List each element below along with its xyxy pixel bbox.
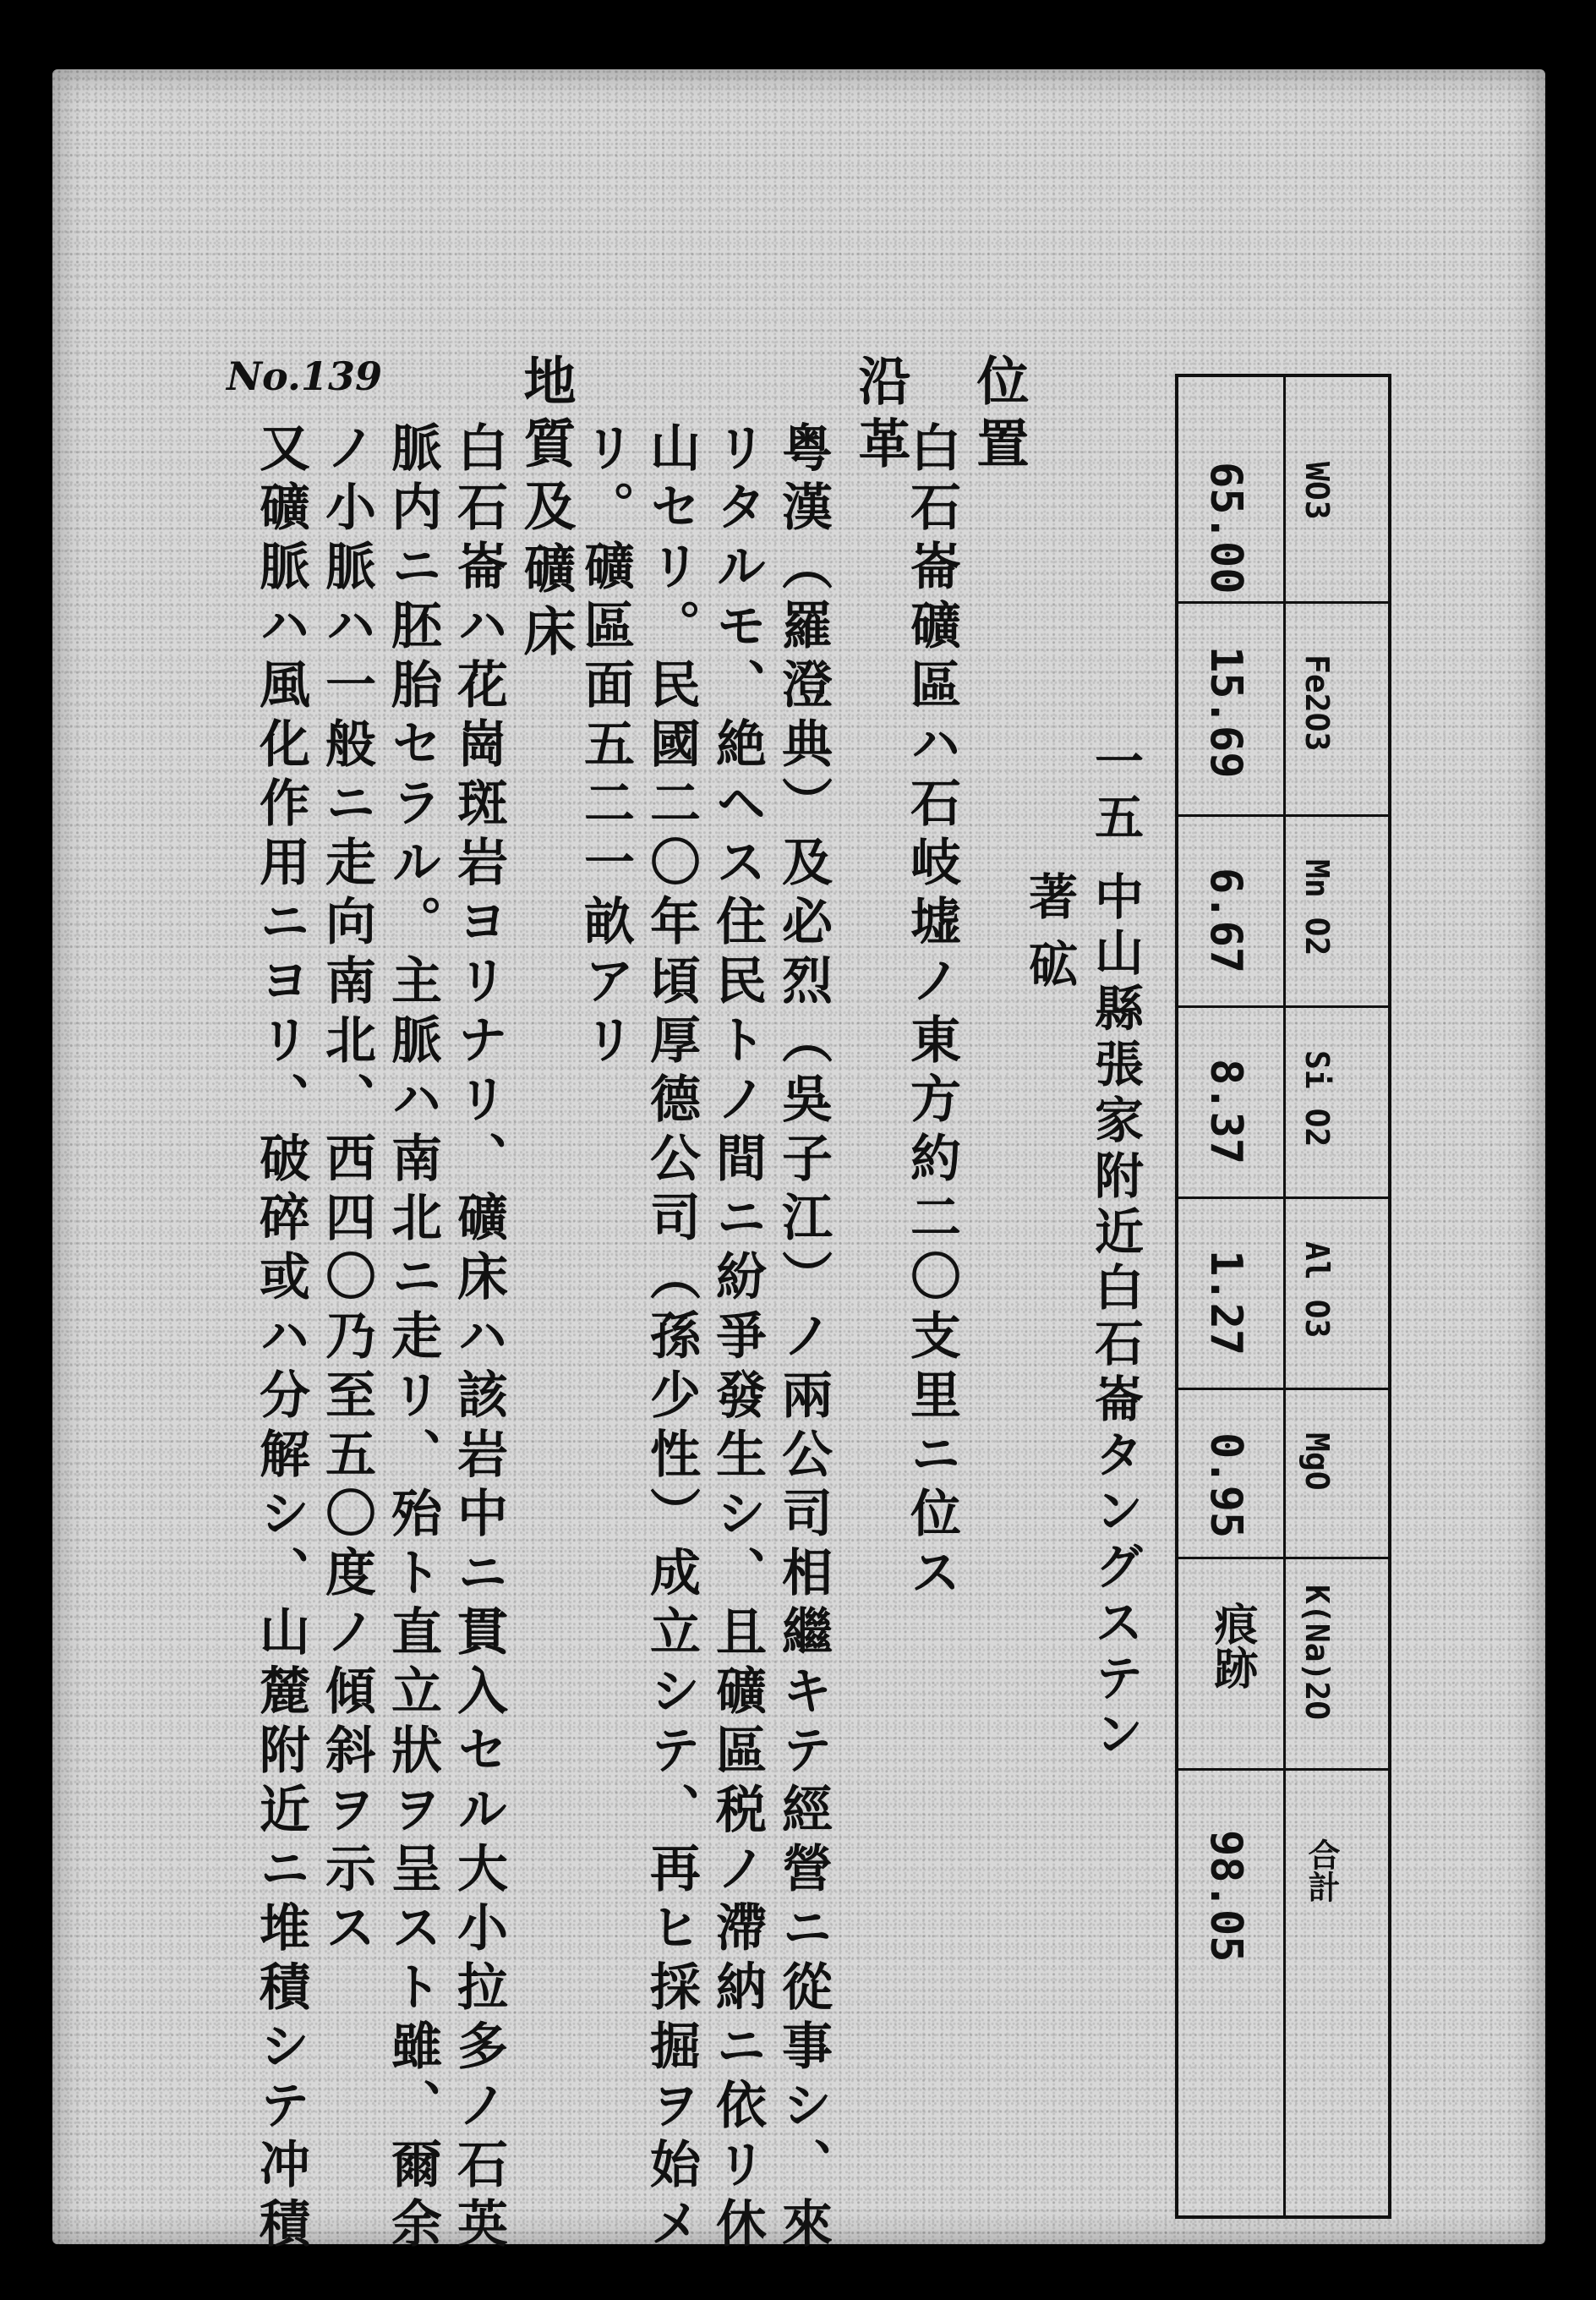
table-cell-value: 15.69 [1200, 646, 1251, 779]
table-cell-value: 0.95 [1200, 1432, 1251, 1539]
table-cell [1178, 1559, 1388, 1771]
table-cell-value: 6.67 [1200, 868, 1251, 974]
table-cell [1178, 604, 1388, 817]
table-cell-value: 65.00 [1200, 462, 1251, 594]
table-cell [1178, 817, 1388, 1008]
history-line: 粤漢（羅澄典）及必烈（吳子江）ノ兩公司相繼キテ經營ニ從事シ、來 [773, 421, 833, 2256]
table-cell [1178, 1771, 1388, 2219]
table-cell-label: WO3 [1298, 462, 1336, 520]
geology-line: ノ小脈ハ一般ニ走向南北、西四〇乃至五〇度ノ傾斜ヲ示ス [317, 421, 376, 1960]
title-prefix: 著 [1020, 871, 1078, 927]
position-text: 白石崙礦區ハ石岐墟ノ東方約二〇支里ニ位ス [902, 421, 961, 1605]
composition-table [1175, 374, 1391, 2219]
table-cell-value: 痕跡 [1206, 1602, 1257, 1689]
table-cell-label: 合計 [1303, 1838, 1340, 1903]
title-number: 一五 [1086, 736, 1144, 847]
table-cell-value: 1.27 [1200, 1250, 1251, 1356]
geology-line: 白石崙ハ花崗斑岩ヨリナリ、礦床ハ該岩中ニ貫入セル大小拉多ノ石英 [449, 421, 508, 2256]
table-cell-label: Si O2 [1298, 1050, 1336, 1147]
history-line: リ。礦區面五二一畝アリ [576, 421, 635, 1072]
table-cell-label: Al O3 [1298, 1241, 1336, 1339]
history-line: 山セリ。民國二〇年頃厚德公司（孫少性）成立シテ、再ヒ採掘ヲ始メ [642, 421, 701, 2256]
section-heading-position: 位置 [968, 353, 1030, 479]
table-cell-label: Fe2O3 [1298, 654, 1336, 752]
history-line: リタルモ、絶ヘス住民トノ間ニ紛爭發生シ、且礦區税ノ滯納ニ依リ休 [708, 421, 767, 2256]
table-cell [1178, 1199, 1388, 1390]
geology-line: 脈内ニ胚胎セラル。主脈ハ南北ニ走リ、殆ト直立狀ヲ呈スト雖、爾余 [383, 421, 442, 2256]
table-cell-value: 8.37 [1200, 1059, 1251, 1165]
title-subtitle: 砿 [1020, 939, 1078, 994]
table-cell [1178, 377, 1388, 604]
table-cell [1178, 1008, 1388, 1199]
section-heading-geology: 地質及礦床 [515, 353, 577, 666]
geology-line: 又礦脈ハ風化作用ニヨリ、破碎或ハ分解シ、山麓附近ニ堆積シテ冲積 [251, 421, 310, 2256]
table-cell-label: MgO [1298, 1432, 1336, 1491]
document-title: 中山縣張家附近白石崙タングステン [1086, 871, 1144, 1764]
page-number: No.139 [227, 353, 382, 399]
table-cell-label: K(Na)2O [1298, 1585, 1336, 1721]
table-cell-label: Mn O2 [1298, 859, 1336, 956]
table-cell-value: 98.05 [1200, 1830, 1251, 1963]
table-cell [1178, 1390, 1388, 1559]
section-heading-history: 沿革 [850, 353, 911, 479]
